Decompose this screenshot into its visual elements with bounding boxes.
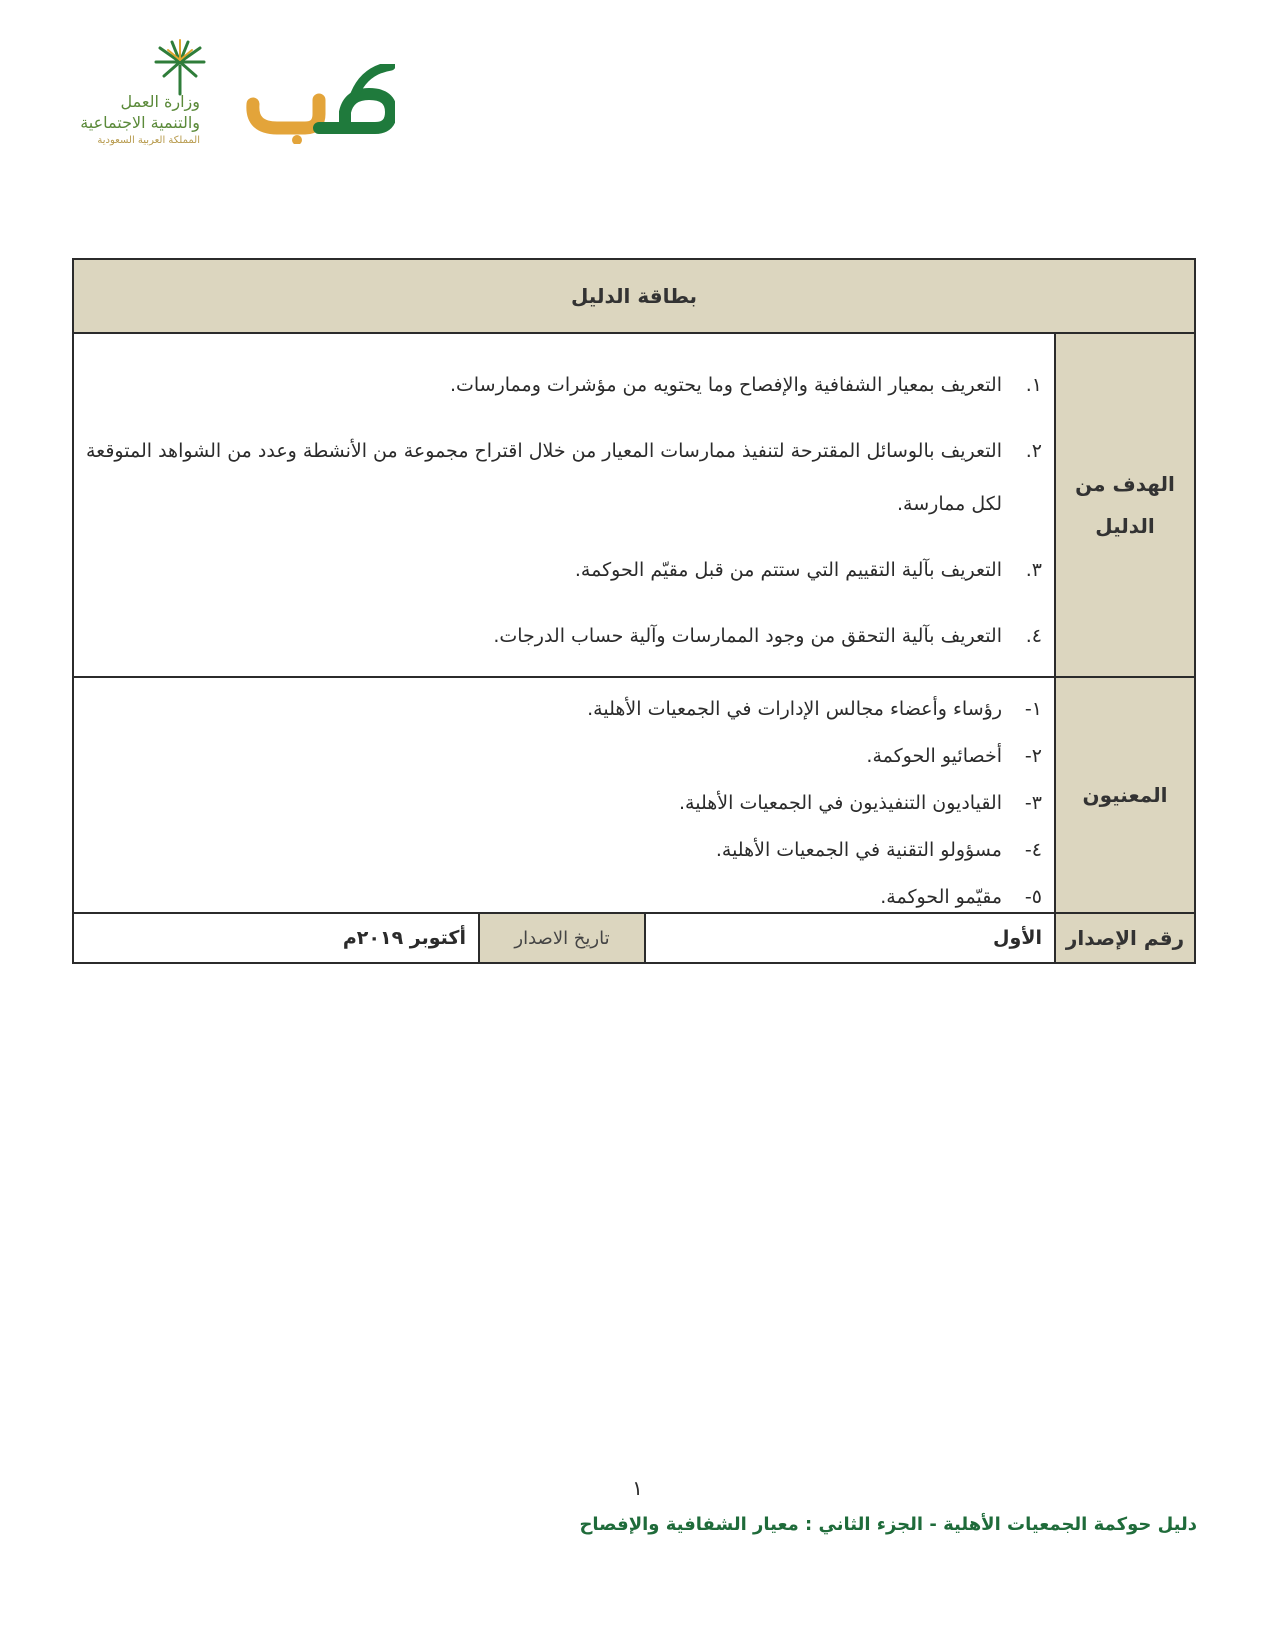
audience-row bbox=[74, 678, 1194, 914]
item-text: التعريف بآلية التقييم التي ستتم من قبل مقيّم الحوكمة. bbox=[574, 559, 1002, 581]
item-number: ٢- bbox=[1024, 745, 1042, 767]
list-item bbox=[86, 733, 1042, 780]
footer-title: دليل حوكمة الجمعيات الأهلية - الجزء الثاني : معيار الشفافية والإفصاح bbox=[579, 1514, 1197, 1535]
item-number: ٣. bbox=[1025, 559, 1042, 581]
card-title: بطاقة الدليل bbox=[74, 260, 1194, 334]
item-number: ٢. bbox=[1025, 440, 1042, 462]
item-number: ٥- bbox=[1024, 886, 1042, 908]
item-text: التعريف بمعيار الشفافية والإفصاح وما يحتويه من مؤشرات وممارسات. bbox=[449, 374, 1002, 396]
item-text: التعريف بآلية التحقق من وجود الممارسات وآلية حساب الدرجات. bbox=[493, 625, 1002, 647]
item-number: ٣- bbox=[1024, 792, 1042, 814]
version-value: الأول bbox=[644, 914, 1054, 962]
list-item bbox=[86, 780, 1042, 827]
item-number: ٤. bbox=[1025, 625, 1042, 647]
version-row bbox=[74, 914, 1194, 962]
palm-tree-icon bbox=[150, 36, 210, 96]
item-number: ١- bbox=[1024, 698, 1042, 720]
item-text: مقيّمو الحوكمة. bbox=[880, 886, 1002, 908]
page-number: ١ bbox=[632, 1476, 643, 1500]
ministry-name-line1: وزارة العمل bbox=[120, 92, 200, 111]
item-text: مسؤولو التقنية في الجمعيات الأهلية. bbox=[715, 839, 1002, 861]
item-text: رؤساء وأعضاء مجالس الإدارات في الجمعيات الأهلية. bbox=[587, 698, 1002, 720]
release-date-value: أكتوبر ٢٠١٩م bbox=[342, 927, 466, 949]
item-text: أخصائيو الحوكمة. bbox=[866, 745, 1002, 767]
ministry-country: المملكة العربية السعودية bbox=[97, 135, 200, 146]
item-text: القياديون التنفيذيون في الجمعيات الأهلية. bbox=[679, 792, 1002, 814]
list-item bbox=[86, 827, 1042, 874]
list-item bbox=[86, 372, 1042, 412]
list-item bbox=[86, 438, 1042, 531]
audience-label: المعنيون bbox=[1054, 678, 1194, 912]
item-number: ١. bbox=[1025, 374, 1042, 396]
list-item bbox=[86, 557, 1042, 597]
audience-list bbox=[86, 678, 1042, 921]
audience-content bbox=[74, 678, 1054, 912]
item-text: التعريف بالوسائل المقترحة لتنفيذ ممارسات المعيار من خلال اقتراح مجموعة من الأنشطة وعدد من الشواهد المتوقعة لكل ممارسة. bbox=[86, 440, 1002, 515]
goal-list bbox=[86, 334, 1042, 663]
item-number: ٤- bbox=[1024, 839, 1042, 861]
release-date-label: تاريخ الاصدار bbox=[478, 914, 644, 962]
goal-content bbox=[74, 334, 1054, 676]
ministry-name-line2: والتنمية الاجتماعية bbox=[80, 113, 200, 132]
list-item bbox=[86, 623, 1042, 663]
header-logos bbox=[60, 36, 400, 166]
ministry-logo bbox=[60, 36, 200, 161]
goal-row bbox=[74, 334, 1194, 678]
list-item bbox=[86, 686, 1042, 733]
partner-logo bbox=[245, 64, 395, 144]
ministry-text bbox=[60, 91, 200, 146]
goal-label: الهدف من الدليل bbox=[1054, 334, 1194, 676]
guide-card bbox=[72, 258, 1196, 964]
version-label: رقم الإصدار bbox=[1054, 914, 1194, 962]
